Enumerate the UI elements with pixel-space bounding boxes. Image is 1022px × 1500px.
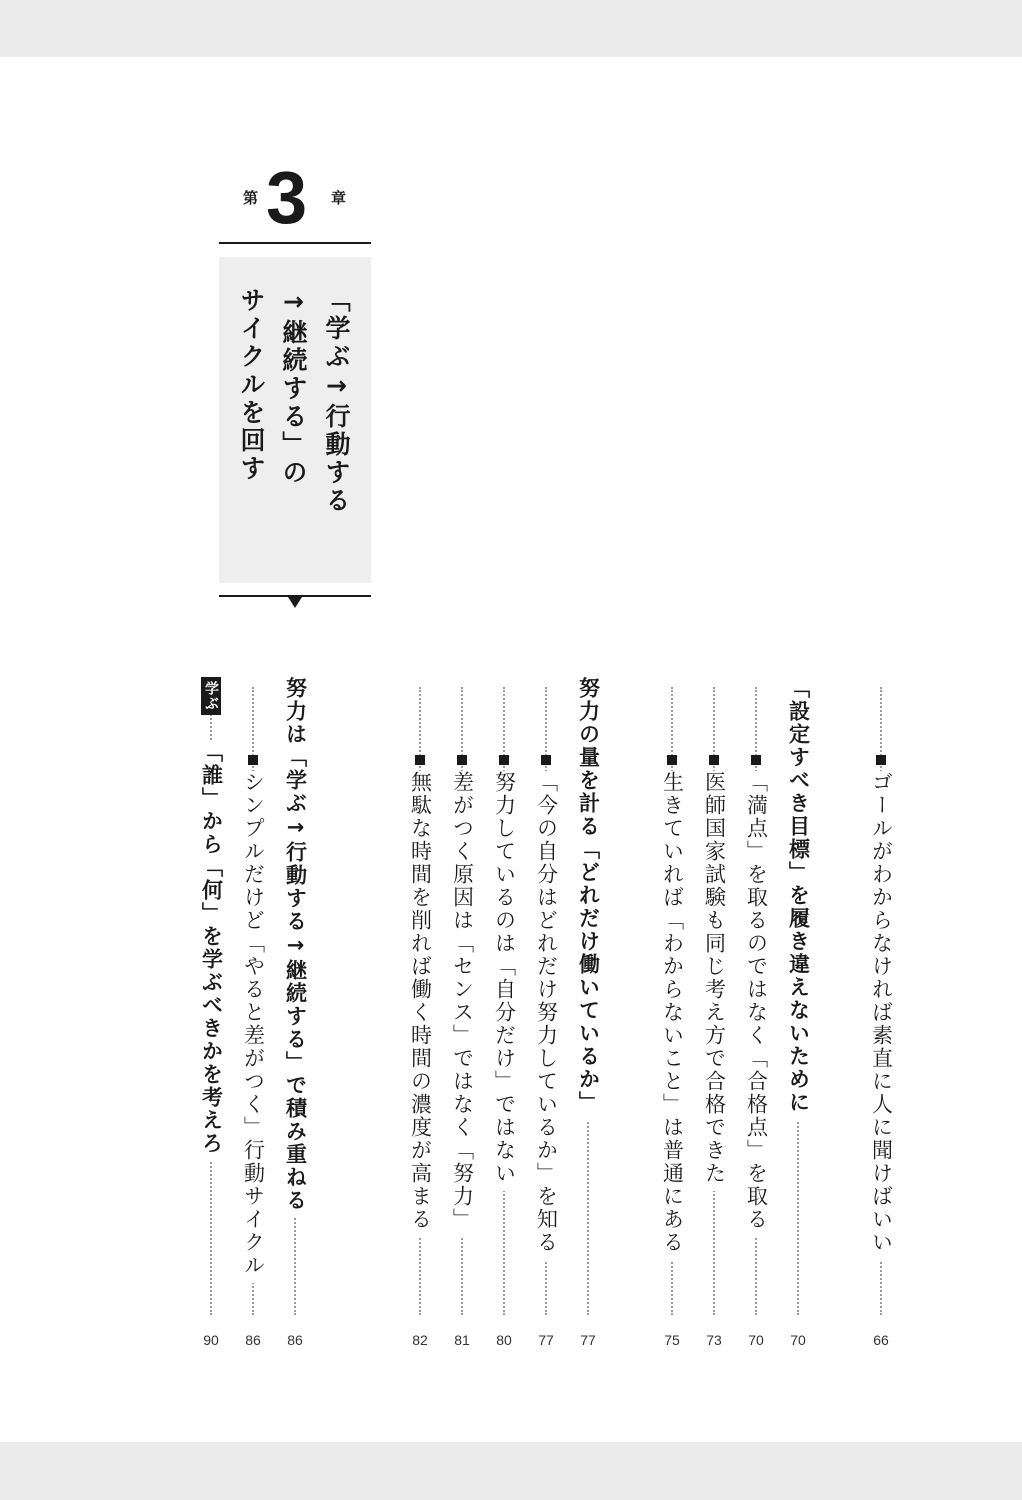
toc-entry-page: 66 [873,1332,889,1348]
section-tag-badge: 学ぶ [201,677,221,715]
bullet-square-icon [541,755,551,765]
toc-entry-title: 努力は「学ぶ→行動する→継続する」で積み重ねる [285,677,306,1218]
toc-entry-page: 80 [496,1332,512,1348]
toc-entry-title: 「誰」から「何」を学ぶべきかを考えろ [201,741,222,1161]
chapter-arrow-icon [288,597,302,608]
toc-entry-page: 82 [412,1332,428,1348]
toc-entry[interactable] [278,677,312,1347]
toc-entry[interactable] [487,677,521,1347]
toc-entry[interactable] [571,677,605,1347]
toc-entry[interactable] [529,677,563,1347]
toc-entry[interactable] [864,677,898,1347]
toc-entry-page: 86 [287,1332,303,1348]
toc-entry-title: 努力の量を計る「どれだけ働いているか」 [578,677,599,1120]
toc-entry-title: ゴールがわからなければ素直に人に聞けばいい [871,771,892,1260]
toc-entry-title: 生きていれば「わからないこと」は普通にある [662,771,683,1260]
toc-entry[interactable] [697,677,731,1347]
chapter-number: 3 [266,156,308,239]
chapter-suffix: 章 [331,189,347,207]
bullet-square-icon [248,755,258,765]
chapter-top-rule [219,242,371,244]
bullet-square-icon [457,755,467,765]
bullet-square-icon [709,755,719,765]
bullet-square-icon [876,755,886,765]
bullet-square-icon [499,755,509,765]
chapter-title-box [219,257,371,583]
toc-entry[interactable] [194,677,228,1347]
toc-entry-page: 70 [790,1332,806,1348]
bullet-square-icon [751,755,761,765]
toc-entry-page: 86 [245,1332,261,1348]
bullet-square-icon [415,755,425,765]
chapter-title-line-2: →継続する」の [279,287,308,487]
toc-entry-page: 90 [203,1332,219,1348]
toc-entry-title: 「今の自分はどれだけ努力しているか」を知る [536,771,557,1260]
toc-entry-title: 医師国家試験も同じ考え方で合格できた [704,771,725,1191]
toc-entry-page: 70 [748,1332,764,1348]
toc-page [0,57,1022,1442]
chapter-prefix: 第 [243,189,259,207]
toc-entry[interactable] [445,677,479,1347]
toc-entry[interactable] [655,677,689,1347]
toc-entry-title: 「満点」を取るのではなく「合格点」を取る [746,771,767,1237]
chapter-title-line-1: 「学ぶ→行動する [322,287,351,515]
toc-entry-page: 81 [454,1332,470,1348]
toc-entry-title: シンプルだけど「やると差がつく」行動サイクル [243,771,264,1283]
toc-entry[interactable] [781,677,815,1347]
toc-entry-page: 77 [580,1332,596,1348]
chapter-title-line-3: サイクルを回す [237,287,266,483]
toc-entry-title: 無駄な時間を削れば働く時間の濃度が高まる [410,771,431,1237]
bullet-square-icon [667,755,677,765]
toc-entry[interactable] [739,677,773,1347]
toc-entry-page: 77 [538,1332,554,1348]
toc-entry[interactable] [403,677,437,1347]
toc-entry-page: 73 [706,1332,722,1348]
toc-entry-page: 75 [664,1332,680,1348]
toc-entry-title: 努力しているのは「自分だけ」ではない [494,771,515,1191]
toc-entry[interactable] [236,677,270,1347]
toc-entry-title: 「設定すべき目標」を履き違えないために [788,677,809,1120]
toc-entry-title: 差がつく原因は「センス」ではなく「努力」 [452,771,473,1237]
